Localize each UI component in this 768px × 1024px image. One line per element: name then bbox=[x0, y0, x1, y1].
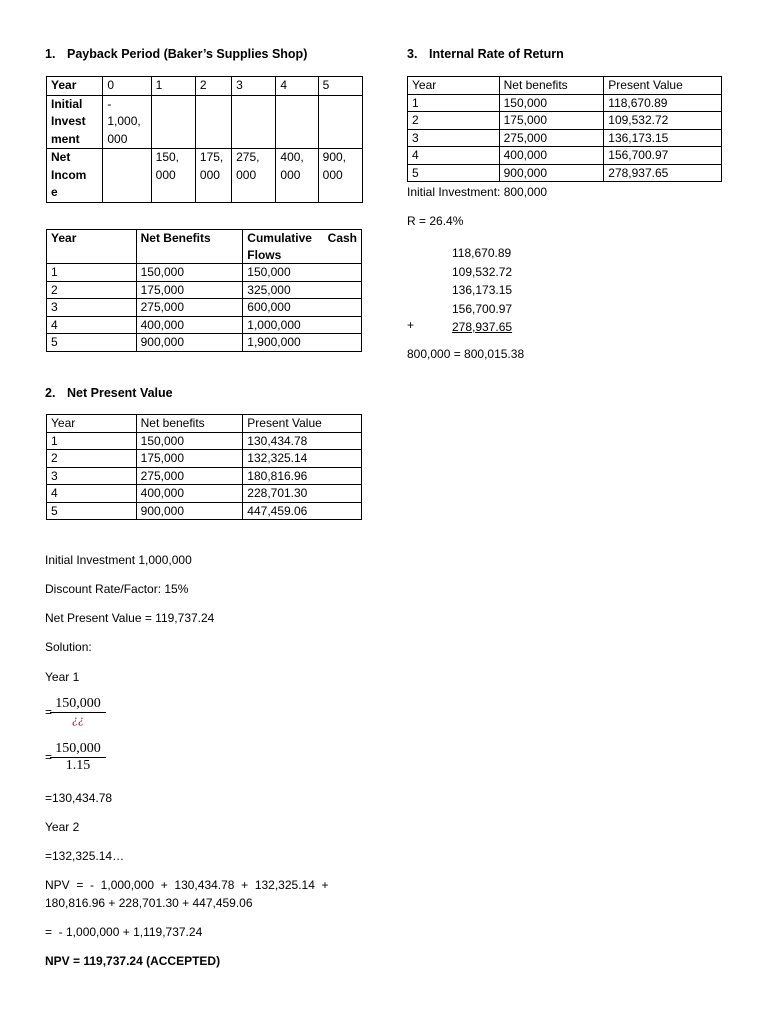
table-row bbox=[47, 432, 362, 450]
npv-discount-rate: Discount Rate/Factor: 15% bbox=[45, 582, 189, 596]
table-cell: Initial Invest ment bbox=[47, 95, 103, 149]
npv-result-year2: =132,325.14… bbox=[45, 849, 125, 863]
table-row bbox=[408, 94, 722, 112]
payback-table-1 bbox=[46, 76, 363, 203]
table-cell: 900,000 bbox=[499, 164, 604, 182]
table-row bbox=[47, 149, 363, 203]
table-header: Net benefits bbox=[136, 415, 243, 433]
table-row bbox=[47, 415, 362, 433]
table-cell: 2 bbox=[195, 77, 231, 96]
fraction-numerator: 150,000 bbox=[55, 696, 101, 711]
table-row bbox=[408, 77, 722, 95]
table-cell: 400, 000 bbox=[276, 149, 318, 203]
table-cell: 5 bbox=[47, 502, 137, 520]
table-cell: 4 bbox=[47, 485, 137, 503]
table-cell: 3 bbox=[47, 299, 137, 317]
table-row bbox=[47, 334, 362, 352]
irr-r-value: R = 26.4% bbox=[407, 214, 464, 228]
table-cell: 136,173.15 bbox=[604, 129, 722, 147]
table-cell: 900,000 bbox=[136, 502, 243, 520]
fraction-denominator: ¿¿ bbox=[72, 712, 84, 726]
table-cell bbox=[318, 95, 362, 149]
table-cell: 275, 000 bbox=[232, 149, 276, 203]
table-cell: 2 bbox=[47, 450, 137, 468]
payback-heading: 1. Payback Period (Baker’s Supplies Shop) bbox=[45, 47, 308, 61]
npv-final-result: NPV = 119,737.24 (ACCEPTED) bbox=[45, 954, 221, 968]
table-row bbox=[408, 164, 722, 182]
table-cell: 4 bbox=[408, 147, 500, 165]
fraction-1 bbox=[50, 696, 106, 725]
sum-value: 278,937.65 bbox=[452, 320, 513, 334]
table-row bbox=[47, 450, 362, 468]
table-row bbox=[47, 230, 362, 264]
table-cell bbox=[195, 95, 231, 149]
sum-value: 136,173.15 bbox=[452, 283, 513, 297]
npv-heading: 2. Net Present Value bbox=[45, 386, 173, 400]
table-cell: 400,000 bbox=[136, 485, 243, 503]
table-cell: 400,000 bbox=[136, 316, 243, 334]
table-cell: 175,000 bbox=[136, 450, 243, 468]
table-row bbox=[408, 129, 722, 147]
payback-table-2 bbox=[46, 229, 362, 352]
table-cell: 275,000 bbox=[136, 299, 243, 317]
table-cell: 180,816.96 bbox=[243, 467, 362, 485]
table-cell: 400,000 bbox=[499, 147, 604, 165]
table-cell: 600,000 bbox=[243, 299, 362, 317]
table-cell: 150,000 bbox=[243, 264, 362, 282]
table-cell: 275,000 bbox=[499, 129, 604, 147]
table-cell: 4 bbox=[47, 316, 137, 334]
table-header: Year bbox=[408, 77, 500, 95]
table-cell: 132,325.14 bbox=[243, 450, 362, 468]
irr-initial-investment: Initial Investment: 800,000 bbox=[407, 185, 548, 199]
table-cell: 3 bbox=[408, 129, 500, 147]
table-cell: - 1,000, 000 bbox=[103, 95, 151, 149]
table-cell bbox=[103, 149, 151, 203]
table-cell: 325,000 bbox=[243, 281, 362, 299]
table-cell: 156,700.97 bbox=[604, 147, 722, 165]
table-row bbox=[47, 95, 363, 149]
table-cell: 150,000 bbox=[499, 94, 604, 112]
npv-formula-line1: NPV = - 1,000,000 + 130,434.78 + 132,325.14 + bbox=[45, 878, 329, 892]
table-cell: 175,000 bbox=[499, 112, 604, 130]
table-cell: 1,000,000 bbox=[243, 316, 362, 334]
irr-sum-column bbox=[452, 244, 512, 337]
table-cell: 5 bbox=[47, 334, 137, 352]
table-cell: 175, 000 bbox=[195, 149, 231, 203]
table-cell: 2 bbox=[408, 112, 500, 130]
table-cell bbox=[232, 95, 276, 149]
table-cell: 118,670.89 bbox=[604, 94, 722, 112]
equals-sign: = bbox=[45, 750, 53, 764]
table-row bbox=[47, 485, 362, 503]
table-cell: 109,532.72 bbox=[604, 112, 722, 130]
table-cell: 900, 000 bbox=[318, 149, 362, 203]
sum-value: 156,700.97 bbox=[452, 301, 513, 316]
table-cell: Year bbox=[47, 77, 103, 96]
table-cell: 1,900,000 bbox=[243, 334, 362, 352]
npv-year2-label: Year 2 bbox=[45, 820, 80, 834]
equals-sign: = bbox=[45, 705, 53, 719]
table-row bbox=[408, 112, 722, 130]
table-cell: 0 bbox=[103, 77, 151, 96]
table-header: Year bbox=[47, 230, 137, 264]
sum-value: 109,532.72 bbox=[452, 264, 513, 279]
table-header: Cumulative Cash Flows bbox=[243, 230, 362, 264]
table-cell: 1 bbox=[47, 432, 137, 450]
table-cell: Net Incom e bbox=[47, 149, 103, 203]
table-row bbox=[47, 264, 362, 282]
table-header: Present Value bbox=[243, 415, 362, 433]
npv-year1-label: Year 1 bbox=[45, 670, 80, 684]
irr-table bbox=[407, 76, 722, 182]
plus-sign: + bbox=[407, 318, 415, 332]
table-cell: 900,000 bbox=[136, 334, 243, 352]
table-cell: 175,000 bbox=[136, 281, 243, 299]
npv-initial-investment: Initial Investment 1,000,000 bbox=[45, 553, 192, 567]
table-cell: 1 bbox=[47, 264, 137, 282]
table-cell bbox=[276, 95, 318, 149]
table-cell: 447,459.06 bbox=[243, 502, 362, 520]
table-cell: 4 bbox=[276, 77, 318, 96]
npv-formula-line2: 180,816.96 + 228,701.30 + 447,459.06 bbox=[45, 896, 253, 910]
table-row bbox=[47, 467, 362, 485]
fraction-numerator: 150,000 bbox=[55, 741, 101, 756]
table-header: Present Value bbox=[604, 77, 722, 95]
table-cell: 3 bbox=[232, 77, 276, 96]
table-cell: 278,937.65 bbox=[604, 164, 722, 182]
table-row bbox=[47, 502, 362, 520]
table-cell bbox=[151, 95, 195, 149]
table-cell: 1 bbox=[408, 94, 500, 112]
table-cell: 150,000 bbox=[136, 432, 243, 450]
sum-value: 118,670.89 bbox=[452, 246, 512, 260]
table-header: Net Benefits bbox=[136, 230, 243, 264]
table-row bbox=[47, 316, 362, 334]
npv-value-line: Net Present Value = 119,737.24 bbox=[45, 611, 215, 625]
irr-result: 800,000 = 800,015.38 bbox=[407, 347, 525, 361]
table-header: Net benefits bbox=[499, 77, 604, 95]
table-cell: 150, 000 bbox=[151, 149, 195, 203]
fraction-denominator: 1.15 bbox=[65, 758, 91, 773]
table-header: Year bbox=[47, 415, 137, 433]
table-row bbox=[47, 299, 362, 317]
npv-result-year1: =130,434.78 bbox=[45, 791, 113, 805]
irr-heading: 3. Internal Rate of Return bbox=[407, 47, 564, 61]
table-row bbox=[47, 281, 362, 299]
table-cell: 3 bbox=[47, 467, 137, 485]
table-cell: 275,000 bbox=[136, 467, 243, 485]
table-cell: 5 bbox=[408, 164, 500, 182]
table-cell: 130,434.78 bbox=[243, 432, 362, 450]
table-cell: 5 bbox=[318, 77, 362, 96]
npv-solution-label: Solution: bbox=[45, 640, 92, 654]
table-row bbox=[47, 77, 363, 96]
fraction-2 bbox=[50, 741, 106, 774]
npv-table bbox=[46, 414, 362, 520]
table-cell: 1 bbox=[151, 77, 195, 96]
table-cell: 228,701.30 bbox=[243, 485, 362, 503]
npv-sum-line: = - 1,000,000 + 1,119,737.24 bbox=[45, 925, 203, 939]
table-cell: 2 bbox=[47, 281, 137, 299]
table-cell: 150,000 bbox=[136, 264, 243, 282]
table-row bbox=[408, 147, 722, 165]
